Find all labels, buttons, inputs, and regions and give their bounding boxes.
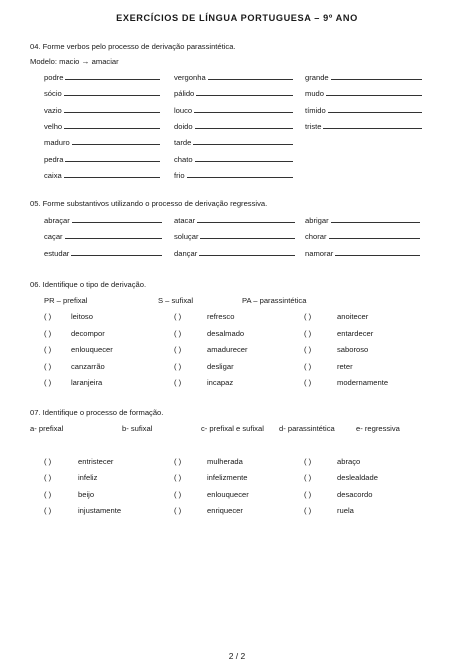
q05-word: estudar xyxy=(44,248,70,258)
q04-word: chato xyxy=(174,154,193,164)
q06-item-word: desalmado xyxy=(207,328,245,338)
answer-blank-field[interactable] xyxy=(331,215,420,223)
q07-item-word: injustamente xyxy=(78,505,122,515)
answer-parentheses-field[interactable]: ( ) xyxy=(304,328,312,338)
answer-parentheses-field[interactable]: ( ) xyxy=(44,457,52,466)
q05-answer-row xyxy=(305,248,420,259)
q07-item-word: abraço xyxy=(337,457,361,466)
q04-answer-row xyxy=(305,121,422,132)
answer-blank-field[interactable] xyxy=(328,105,422,113)
answer-blank-field[interactable] xyxy=(208,72,293,80)
q05-answer-row xyxy=(305,215,420,226)
q04-word: grande xyxy=(305,73,329,82)
answer-blank-field[interactable] xyxy=(329,231,420,239)
answer-parentheses-field[interactable]: ( ) xyxy=(174,473,182,483)
q06-item-word: enlouquecer xyxy=(71,345,113,354)
q04-word: triste xyxy=(305,121,322,131)
q06-item-word: entardecer xyxy=(337,328,374,338)
q04-word: vergonha xyxy=(174,73,206,82)
q07-item-word: infeliz xyxy=(78,473,98,483)
answer-parentheses-field[interactable]: ( ) xyxy=(44,345,52,354)
q05-answer-row xyxy=(174,215,295,226)
q05-answer-row xyxy=(44,248,162,259)
q05-word: abraçar xyxy=(44,216,70,225)
arrow-right-icon: → xyxy=(81,57,90,66)
answer-parentheses-field[interactable]: ( ) xyxy=(304,489,312,499)
q05-word: abrigar xyxy=(305,216,329,225)
q05-heading: 05. Forme substantivos utilizando o processo de derivação regressiva. xyxy=(30,199,268,208)
q04-answer-row xyxy=(174,105,293,116)
answer-blank-field[interactable] xyxy=(195,154,293,162)
q04-answer-row xyxy=(44,105,160,116)
q05-word: soluçar xyxy=(174,232,199,242)
answer-parentheses-field[interactable]: ( ) xyxy=(44,328,52,338)
answer-parentheses-field[interactable]: ( ) xyxy=(174,361,182,371)
answer-blank-field[interactable] xyxy=(187,170,293,178)
q07-item-word: mulherada xyxy=(207,457,243,466)
q06-item-word: anoitecer xyxy=(337,312,369,321)
q04-answer-row xyxy=(174,72,293,83)
q04-answer-row xyxy=(174,88,293,99)
q04-word: vazio xyxy=(44,105,62,115)
answer-parentheses-field[interactable]: ( ) xyxy=(174,505,182,515)
q07-heading: 07. Identifique o processo de formação. xyxy=(30,408,164,417)
answer-blank-field[interactable] xyxy=(195,121,293,129)
q05-word: atacar xyxy=(174,216,196,225)
q04-word: tímido xyxy=(305,105,326,115)
q04-answer-row xyxy=(44,137,160,148)
answer-blank-field[interactable] xyxy=(65,72,160,80)
q04-answer-row xyxy=(44,72,160,83)
q05-answer-row xyxy=(305,231,420,242)
q04-word: pedra xyxy=(44,154,64,164)
q04-word: doido xyxy=(174,121,193,131)
q07-legend-b: b- sufixal xyxy=(122,424,153,433)
q06-item-word: reter xyxy=(337,361,353,371)
q07-item-word: desacordo xyxy=(337,489,373,499)
q04-answer-row xyxy=(174,170,293,181)
answer-blank-field[interactable] xyxy=(64,121,160,129)
q06-item-word: refresco xyxy=(207,312,235,321)
q04-answer-row xyxy=(305,72,422,83)
answer-blank-field[interactable] xyxy=(65,231,162,239)
answer-blank-field[interactable] xyxy=(335,248,420,256)
answer-parentheses-field[interactable]: ( ) xyxy=(44,473,52,483)
answer-blank-field[interactable] xyxy=(200,231,295,239)
answer-parentheses-field[interactable]: ( ) xyxy=(304,345,312,354)
q05-word: chorar xyxy=(305,232,327,242)
answer-parentheses-field[interactable]: ( ) xyxy=(304,473,312,483)
q04-answer-row xyxy=(174,121,293,132)
q07-item-word: deslealdade xyxy=(337,473,378,483)
q06-item-word: canzarrão xyxy=(71,361,105,371)
answer-parentheses-field[interactable]: ( ) xyxy=(304,505,312,515)
q04-heading: 04. Forme verbos pelo processo de derivação parassintética. xyxy=(30,42,236,51)
q06-item-word: incapaz xyxy=(207,378,234,387)
q06-item-word: decompor xyxy=(71,328,105,338)
answer-blank-field[interactable] xyxy=(72,137,160,145)
answer-blank-field[interactable] xyxy=(326,88,422,96)
q07-legend-c: c- prefixal e sufixal xyxy=(201,424,264,433)
q06-heading: 06. Identifique o tipo de derivação. xyxy=(30,280,147,289)
q06-item-word: amadurecer xyxy=(207,345,248,354)
q05-answer-row xyxy=(174,248,295,259)
q04-word: podre xyxy=(44,73,64,82)
q06-item-word: leitoso xyxy=(71,312,93,321)
answer-parentheses-field[interactable]: ( ) xyxy=(304,378,312,387)
q04-answer-row xyxy=(305,105,422,116)
q06-item-word: modernamente xyxy=(337,378,389,387)
q04-word: maduro xyxy=(44,138,70,148)
answer-blank-field[interactable] xyxy=(72,215,162,223)
q04-answer-row xyxy=(44,170,160,181)
q04-word: caixa xyxy=(44,170,62,180)
q04-word: louco xyxy=(174,105,193,115)
q04-word: velho xyxy=(44,121,63,131)
q04-word: frio xyxy=(174,170,185,180)
q04-model-result: amaciar xyxy=(91,57,119,66)
q04-answer-row xyxy=(44,88,160,99)
q06-item-word: laranjeira xyxy=(71,378,103,387)
answer-blank-field[interactable] xyxy=(193,137,293,145)
q07-item-word: beijo xyxy=(78,489,95,499)
answer-blank-field[interactable] xyxy=(64,105,160,113)
page-number: 2 / 2 xyxy=(228,651,246,661)
q04-answer-row xyxy=(44,121,160,132)
answer-parentheses-field[interactable]: ( ) xyxy=(304,457,312,466)
q07-legend-d: d- parassintética xyxy=(279,424,335,433)
answer-blank-field[interactable] xyxy=(323,121,422,129)
answer-parentheses-field[interactable]: ( ) xyxy=(44,361,52,371)
q04-word: tarde xyxy=(174,138,192,148)
q05-answer-row xyxy=(44,215,162,226)
q06-legend-parassintetica: PA – parassintética xyxy=(242,296,307,305)
q04-model-prefix: Modelo: macio xyxy=(30,57,80,66)
q05-word: dançar xyxy=(174,248,198,258)
q04-word: pálido xyxy=(174,89,195,99)
answer-parentheses-field[interactable]: ( ) xyxy=(304,312,312,321)
answer-parentheses-field[interactable]: ( ) xyxy=(174,345,182,354)
worksheet-title: EXERCÍCIOS DE LÍNGUA PORTUGUESA – 9º ANO xyxy=(116,13,358,23)
q07-item-word: infelizmente xyxy=(207,473,248,483)
answer-parentheses-field[interactable]: ( ) xyxy=(304,361,312,371)
answer-parentheses-field[interactable]: ( ) xyxy=(174,457,182,466)
q07-item-word: entristecer xyxy=(78,457,114,466)
answer-blank-field[interactable] xyxy=(64,170,160,178)
answer-parentheses-field[interactable]: ( ) xyxy=(44,505,52,515)
q05-word: namorar xyxy=(305,248,334,258)
q04-word: mudo xyxy=(305,89,324,99)
answer-blank-field[interactable] xyxy=(197,215,295,223)
q06-legend-sufixal: S – sufixal xyxy=(158,296,194,305)
q06-item-word: saboroso xyxy=(337,345,369,354)
q06-item-word: desligar xyxy=(207,361,234,371)
q05-answer-row xyxy=(44,231,162,242)
q04-answer-row xyxy=(174,154,293,165)
q05-word: caçar xyxy=(44,232,63,242)
answer-blank-field[interactable] xyxy=(194,105,293,113)
answer-blank-field[interactable] xyxy=(64,88,160,96)
q07-item-word: ruela xyxy=(337,505,354,515)
answer-blank-field[interactable] xyxy=(199,248,295,256)
q06-legend-prefixal: PR – prefixal xyxy=(44,296,88,305)
answer-parentheses-field[interactable]: ( ) xyxy=(174,378,182,387)
answer-blank-field[interactable] xyxy=(65,154,160,162)
answer-parentheses-field[interactable]: ( ) xyxy=(44,378,52,387)
q07-legend-a: a- prefixal xyxy=(30,424,64,433)
q04-word: sócio xyxy=(44,89,62,99)
q05-answer-row xyxy=(174,231,295,242)
answer-parentheses-field[interactable]: ( ) xyxy=(44,489,52,499)
answer-parentheses-field[interactable]: ( ) xyxy=(44,312,52,321)
q04-model xyxy=(30,57,119,67)
q04-answer-row xyxy=(305,88,422,99)
answer-parentheses-field[interactable]: ( ) xyxy=(174,328,182,338)
q07-legend-e: e- regressiva xyxy=(356,424,400,433)
answer-blank-field[interactable] xyxy=(331,72,422,80)
q07-item-word: enlouquecer xyxy=(207,489,249,499)
answer-parentheses-field[interactable]: ( ) xyxy=(174,489,182,499)
q07-item-word: enriquecer xyxy=(207,505,243,515)
answer-parentheses-field[interactable]: ( ) xyxy=(174,312,182,321)
q04-answer-row xyxy=(44,154,160,165)
answer-blank-field[interactable] xyxy=(196,88,293,96)
answer-blank-field[interactable] xyxy=(71,248,162,256)
q04-answer-row xyxy=(174,137,293,148)
